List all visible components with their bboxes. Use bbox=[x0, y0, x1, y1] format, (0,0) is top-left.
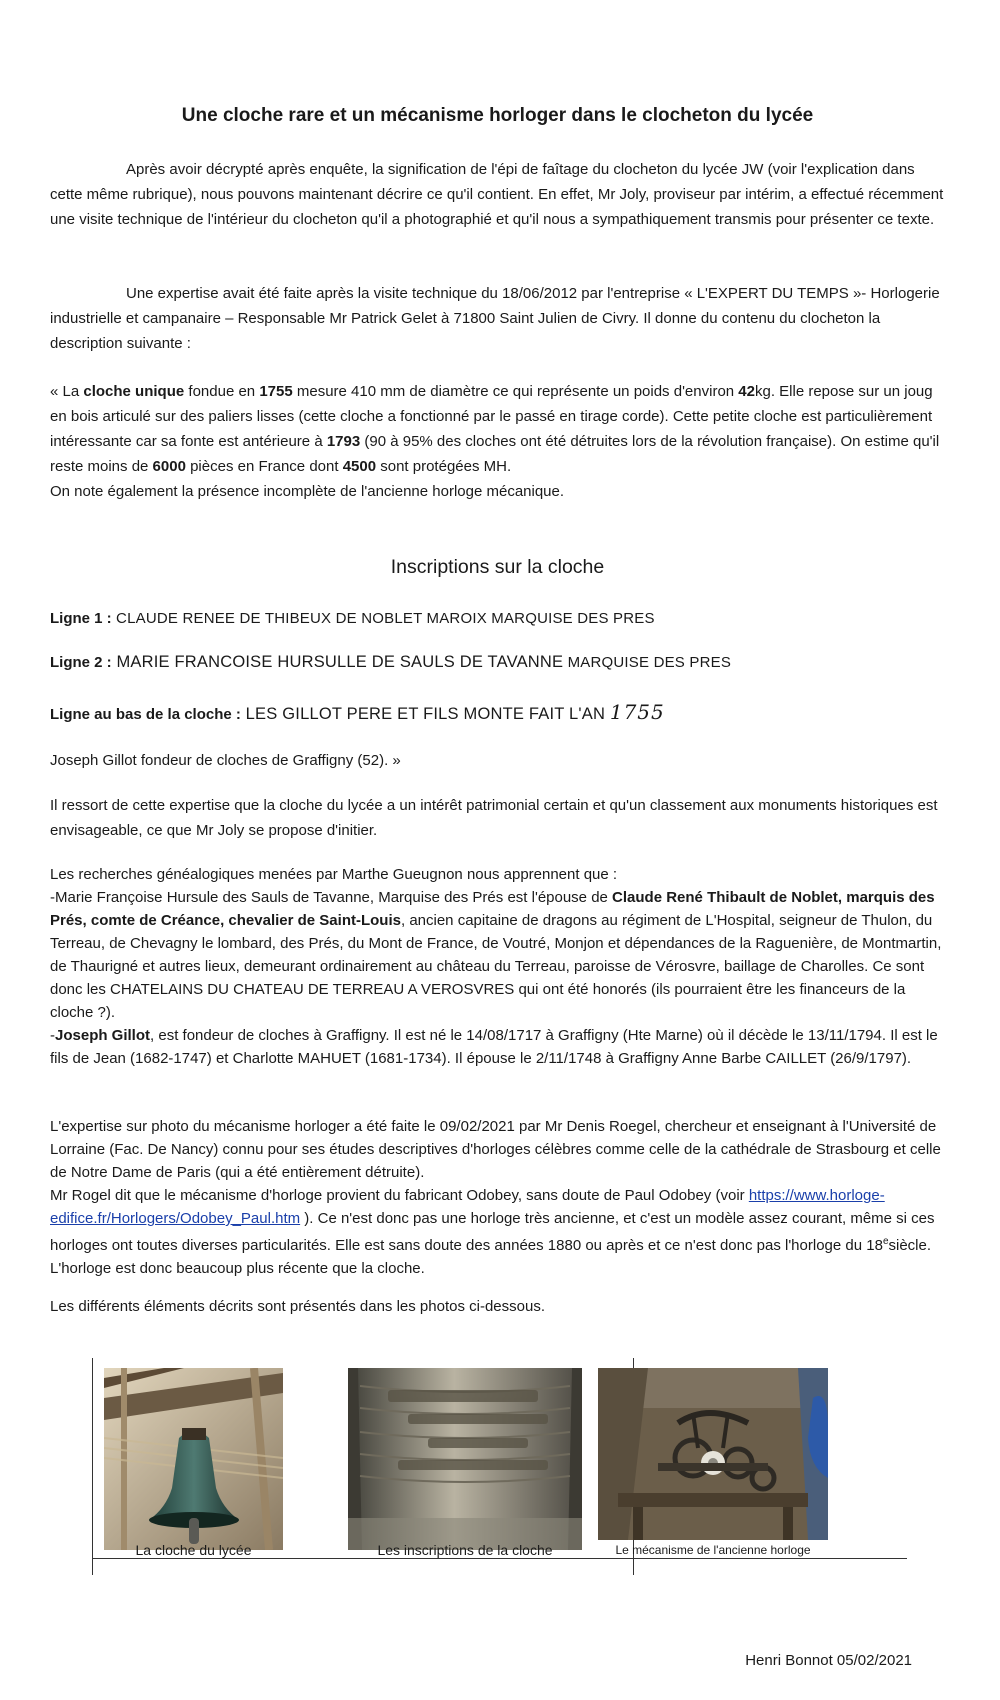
inscription-label: Ligne 1 : bbox=[50, 610, 112, 627]
quote-text: (90 à 95% des cloches ont été détruites lors de la révolution française). On estime qu'il reste moins de bbox=[50, 433, 940, 475]
quote-clock-note: On note également la présence incomplète de l'ancienne horloge mécanique. bbox=[50, 483, 565, 500]
quote-bold-unique-bell: cloche unique bbox=[83, 383, 185, 400]
genealogy-text: , est fondeur de cloches à Graffigny. Il est né le 14/08/1717 à Graffigny (Hte Marne) où il décède le 13/11/1794. Il est le fils de Jean (1682-1747) et Charlotte MAHUET (1681-1734). Il épouse le 2/11/1748 à Graffigny Anne Barbe CAILLET (26/9/1797). bbox=[50, 1027, 938, 1067]
genealogy-section bbox=[50, 863, 945, 1070]
caption-inscriptions: Les inscriptions de la cloche bbox=[377, 1542, 553, 1558]
genealogy-text: - bbox=[50, 1027, 55, 1044]
clock-superscript: e bbox=[882, 1236, 889, 1247]
quote-text: fondue en bbox=[184, 383, 260, 400]
odobey-link[interactable]: https://www.horloge-edifice.fr/Horlogers/Odobey_Paul.htm bbox=[50, 1187, 885, 1227]
genealogy-text: , ancien capitaine de dragons au régiment de L'Hospital, seigneur de Thulon, du Terreau, de Chevagny le lombard, des Prés, du Mont de France, de Voutré, Monjon et dépendances de la Raguenière, de Montmartin, de Thaurigné et autres lieux, demeurant ordinairement au château du Terreau, paroisse de Vérosvre, baillage de Charolles. Ce sont donc les CHATELAINS DU CHATEAU DE TERREAU A VEROSVRES qui ont été honorés (ils pourraient être les financeurs de la cloche ?). bbox=[50, 912, 942, 1021]
caption-bell: La cloche du lycée bbox=[135, 1542, 252, 1558]
caption-rule bbox=[92, 1558, 907, 1559]
quote-bold-1793: 1793 bbox=[326, 433, 361, 450]
genealogy-intro: Les recherches généalogiques menées par Marthe Gueugnon nous apprennent que : bbox=[50, 866, 618, 883]
quote-text: kg. Elle repose sur un joug en bois articulé sur des paliers lisses (cette cloche a fonctionné par le passé en tirage corde). Cette petite cloche est particulièrement intéressante car sa fonte est antérieure à bbox=[50, 383, 933, 450]
inscription-label: Ligne au bas de la cloche : bbox=[50, 706, 241, 723]
caption-clock: Le mécanisme de l'ancienne horloge bbox=[615, 1543, 811, 1557]
inscriptions-heading: Inscriptions sur la cloche bbox=[390, 556, 605, 578]
inscription-line-3 bbox=[50, 700, 665, 724]
quote-bold-6000: 6000 bbox=[152, 458, 186, 475]
clock-text: ). Ce n'est donc pas une horloge très ancienne, et c'est un modèle assez courant, même si ces horloges ont toutes diverses particularités. Elle est sans doute des années 1880 ou après et ce n'est donc pas l'horloge du 18 bbox=[50, 1210, 935, 1254]
intro-paragraph: Après avoir décrypté après enquête, la signification de l'épi de faîtage du clocheton du lycée JW (voir l'explication dans cette même rubrique), nous pouvons maintenant décrire ce qu'il contient. En effet, Mr Joly, proviseur par intérim, a effectué récemment une visite technique de l'intérieur du clocheton qu'il a photographié et qu'il nous a sympathiquement transmis pour présenter ce texte. bbox=[50, 161, 944, 228]
founder-line: Joseph Gillot fondeur de cloches de Graffigny (52). » bbox=[50, 752, 401, 769]
quote-bold-year: 1755 bbox=[259, 383, 293, 400]
clock-text: Mr Rogel dit que le mécanisme d'horloge provient du fabricant Odobey, sans doute de Paul Odobey (voir bbox=[50, 1187, 749, 1204]
author-signature: Henri Bonnot 05/02/2021 bbox=[745, 1652, 912, 1669]
photo-strip bbox=[92, 1358, 907, 1578]
inscription-line-1 bbox=[50, 610, 655, 627]
heritage-paragraph: Il ressort de cette expertise que la cloche du lycée a un intérêt patrimonial certain et qu'un classement aux monuments historiques est envisageable, ce que Mr Joly se propose d'initier. bbox=[50, 797, 938, 839]
clock-section bbox=[50, 1115, 945, 1280]
expertise-paragraph: Une expertise avait été faite après la visite technique du 18/06/2012 par l'entreprise « L'EXPERT DU TEMPS »- Horlogerie industrielle et campanaire – Responsable Mr Patrick Gelet à 71800 Saint Julien de Civry. Il donne du contenu du clocheton la description suivante : bbox=[50, 285, 940, 352]
quote-text: sont protégées MH. bbox=[376, 458, 512, 475]
inscription-year: 1755 bbox=[609, 700, 665, 724]
quote-bold-4500: 4500 bbox=[342, 458, 377, 475]
photos-intro: Les différents éléments décrits sont présentés dans les photos ci-dessous. bbox=[50, 1298, 545, 1315]
quote-text: mesure 410 mm de diamètre ce qui représente un poids d'environ bbox=[292, 383, 739, 400]
inscription-text: CLAUDE RENEE DE THIBEUX DE NOBLET MAROIX MARQUISE DES PRES bbox=[111, 610, 655, 627]
bell-photo bbox=[104, 1368, 283, 1550]
quote-bold-weight: 42 bbox=[738, 383, 755, 400]
inscriptions-photo bbox=[348, 1368, 582, 1550]
page-title: Une cloche rare et un mécanisme horloger dans le clocheton du lycée bbox=[181, 105, 814, 126]
divider bbox=[92, 1358, 93, 1575]
inscription-text-tail: MARQUISE DES PRES bbox=[563, 654, 732, 671]
inscription-line-2 bbox=[50, 653, 731, 672]
genealogy-bold-name: Joseph Gillot bbox=[55, 1027, 151, 1044]
expertise-quote bbox=[50, 379, 945, 504]
inscription-text: MARIE FRANCOISE HURSULLE DE SAULS DE TAVANNE bbox=[111, 653, 564, 671]
clock-text: L'expertise sur photo du mécanisme horloger a été faite le 09/02/2021 par Mr Denis Roegel, chercheur et enseignant à l'Université de Lorraine (Fac. De Nancy) connu pour ses études descriptives d'horloges célèbres comme celle de la cathédrale de Strasbourg et celle de Notre Dame de Paris (qui a été entièrement détruite). bbox=[50, 1118, 941, 1181]
genealogy-text: -Marie Françoise Hursule des Sauls de Tavanne, Marquise des Prés est l'épouse de bbox=[50, 889, 613, 906]
quote-text: « La bbox=[50, 383, 84, 400]
clock-text: siècle. L'horloge est donc beaucoup plus récente que la cloche. bbox=[50, 1237, 932, 1277]
inscription-text: LES GILLOT PERE ET FILS MONTE FAIT L'AN bbox=[240, 705, 610, 723]
inscription-label: Ligne 2 : bbox=[50, 654, 112, 671]
clock-mechanism-photo bbox=[598, 1368, 828, 1540]
genealogy-bold-name: Claude René Thibault de Noblet, marquis des Prés, comte de Créance, chevalier de Saint-Louis bbox=[50, 889, 935, 929]
quote-text: pièces en France dont bbox=[185, 458, 343, 475]
